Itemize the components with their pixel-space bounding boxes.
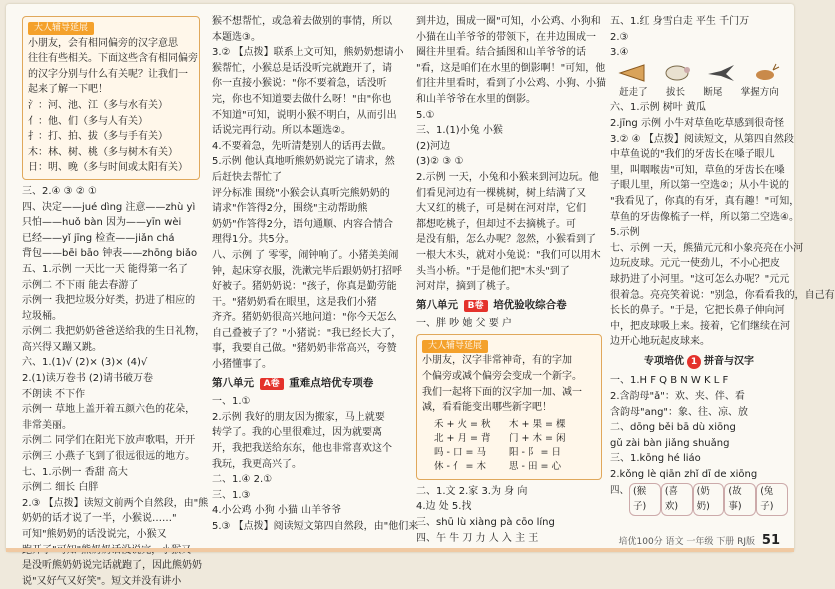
tutor-box-line: 我们一起将下面的汉字加一加、减一: [422, 386, 582, 398]
section-title: 拼音与汉字: [704, 355, 754, 367]
answer-line: 三、1.kōng hé liáo: [610, 453, 701, 465]
character-equation: 北 + 月 = 背: [434, 432, 491, 444]
tutor-box-line: 起来了解一下吧！: [28, 84, 108, 96]
unit-title: 重难点培优专项卷: [289, 376, 374, 389]
tutor-box-line: 的汉字分别与什么有关呢？让我们一: [28, 68, 188, 80]
tutor-box: [416, 334, 602, 480]
answer-line: 2.含韵母"ǎ"：欢、夹、伴、看: [610, 391, 745, 403]
page-footer: [619, 533, 781, 548]
answer-line: 示例一 草地上盖开着五颜六色的花朵，: [22, 404, 196, 416]
answer-line: 二、1.文 2.家 3.为 身 向: [416, 485, 528, 497]
answer-line: 3.② ④ 【点拨】阅读短文，从第四自然段: [610, 133, 794, 145]
answer-line: 和山羊爷爷在水里的倒影。: [416, 93, 536, 105]
answer-line: 话说完再行动。所以本题选②。: [212, 125, 351, 137]
answer-line: 背包——bēi bāo 钟表——zhōng biǎo: [22, 248, 198, 260]
answer-line: 不知道"可知，说明小猴不明白，从而引出: [212, 109, 397, 121]
character-equation: 门 + 木 = 闲: [509, 432, 566, 444]
answer-line: 5.示例 他认真地听熊奶奶说完了请求，然: [212, 156, 395, 168]
answer-line: 五、1.示例 一天比一天 能得第一名了: [22, 263, 188, 275]
answer-line: 小猫在山羊爷爷的带领下，在井边围成一: [416, 31, 596, 43]
answer-line: 开，我把我送给东东，他也非常喜欢这个: [212, 443, 392, 455]
answer-line: 4.边 处 5.找: [416, 501, 472, 513]
answer-line: 到井边，围成一圈"可知，小公鸡、小狗和: [416, 16, 601, 27]
picture-word: 赶走了: [619, 86, 648, 98]
column-2: [212, 14, 419, 532]
answer-line: 2.示例 我好的朋友因为搬家，马上就要: [212, 411, 385, 423]
character-equation: 禾 + 火 = 秋: [434, 418, 491, 430]
answer-line: 2.③ 【点拨】读短文前两个自然段，由"熊: [22, 497, 209, 509]
answer-line: 钟，起床穿衣服，洗漱完毕后跟奶奶打招呼: [212, 265, 402, 277]
answer-line: 猴不想帮忙，或急着去做别的事情，所以: [212, 16, 392, 27]
answer-line: 5.示例: [610, 227, 640, 239]
answer-line: 五、1.红 身雪白走 平生 千门万: [610, 16, 750, 27]
answer-line: 理得1分。共5分。: [212, 234, 295, 246]
column-4: [610, 14, 835, 530]
answer-line: 长长的鼻子。"于是，它把长鼻子伸向河: [610, 305, 785, 317]
answer-line: 示例一 我把垃圾分好类，扔进了相应的: [22, 295, 196, 307]
answer-line: 都想吃桃子，但却过不去摘桃子。可: [416, 218, 576, 230]
bracket-word: (兔子): [756, 483, 788, 516]
answer-line: 2.jīng 示例 小牛对草鱼吃草感到很奇怪: [610, 117, 785, 129]
unit-title: 培优验收综合卷: [493, 298, 567, 311]
answer-line: 六、1.(1)√ (2)× (3)× (4)√: [22, 357, 148, 369]
answer-line: "看，这是咱们在水里的倒影啊！"可知，他: [416, 62, 606, 74]
answer-line: 奶奶"作答得2分，语句通顺、内容合情合: [212, 218, 393, 230]
character-equation: 吗 - 口 = 马: [434, 446, 486, 458]
tutor-box-line: 个偏旁或减个偏旁会变成一个新字。: [422, 371, 582, 383]
answer-line: 事，我要自己做。"猪奶奶非常高兴，夸赞: [212, 343, 397, 355]
answer-line: 5.③ 【点拨】阅读短文第四自然段，由"他们来: [212, 521, 419, 532]
answer-line: 圈往井里看。结合插图和山羊爷爷的话: [416, 47, 586, 59]
tutor-box-line: 小朋友，汉字非常神奇，有的字加: [422, 355, 572, 367]
answer-line: 4.不要着急，先听清楚别人的话再去做。: [212, 140, 392, 152]
answer-line: 一、1.①: [212, 396, 251, 408]
answer-line: 四、决定——jué dìng 注意——zhù yì: [22, 201, 196, 213]
answer-line: 你一直接小猴说："你不要着急，话没听: [212, 78, 387, 90]
tutor-box-line: 木：林、树、桃（多与树木有关）: [28, 146, 178, 158]
bracket-words: [610, 483, 788, 516]
answer-line: 干。"猪奶奶看在眼里，这是我们小猪: [212, 296, 377, 308]
tutor-box-line: 减，看看能变出哪些新字吧！: [422, 402, 552, 414]
unit-heading: [212, 376, 400, 392]
answer-line: 球扔进了小河里。"这可怎么办呢？"元元: [610, 273, 790, 285]
answer-line: 三、1.③: [212, 489, 251, 501]
column-1: [22, 14, 209, 587]
answer-line: 请求"作答得2分，围绕"主动帮助熊: [212, 203, 368, 215]
character-equation: 阳 - 阝 = 日: [509, 446, 561, 458]
tutor-box-title: 大人辅导延展: [28, 22, 94, 35]
answer-line: 猴帮忙，小猴总是话没听完就跑开了，请: [212, 62, 392, 74]
trumpet-icon: [617, 62, 647, 84]
picture-words: [610, 85, 788, 101]
tutor-box-line: 往往有些相关。下面这些含有相同偏旁: [28, 53, 198, 65]
character-equation: 思 - 田 = 心: [509, 460, 561, 472]
answer-line: 是没有船，怎么办呢？忽然，小猴看到了: [416, 234, 596, 246]
bracket-prefix: 四、: [610, 484, 630, 496]
answer-line: 七、示例 一天，熊猫元元和小象亮亮在小河: [610, 242, 804, 254]
answer-line: 二、1.④ 2.①: [212, 474, 273, 486]
answer-line: 垃圾桶。: [22, 310, 62, 322]
answer-line: 四、午 牛 刀 力 人 入 主 王: [416, 532, 539, 544]
tutor-box-line: 氵：河、池、江（多与水有关）: [28, 99, 168, 111]
answer-line: 后赶快去帮忙了: [212, 171, 282, 183]
section-label: 专项培优: [644, 355, 684, 367]
answer-line: 好被子。猪奶奶说："孩子，你真是勤劳能: [212, 281, 397, 293]
sheep-icon: [662, 62, 692, 84]
answer-line: 一、胖 吵 她 父 要 户: [416, 318, 512, 330]
bracket-word: (故事): [724, 483, 756, 516]
picture-word: 断尾: [703, 86, 723, 98]
answer-line: 是没听熊奶奶说完话就跑了，因此熊奶奶: [22, 560, 202, 572]
picture-word: 拔长: [666, 86, 686, 98]
answer-line: 3.④: [610, 47, 629, 59]
picture-row: [610, 62, 788, 84]
tutor-box-line: 日：明、晚（多与时间或太阳有关）: [28, 162, 188, 174]
answer-line: 2.kǒng lè qiān zhǐ dī de xiōng: [610, 469, 758, 481]
answer-line: 转学了。我的心里很难过，因为就要离: [212, 427, 382, 439]
answer-line: 3.② 【点拨】联系上文可知，熊奶奶想请小: [212, 47, 404, 59]
answer-line: 草鱼的牙齿像梳子一样，所以第二空选④。: [610, 211, 799, 223]
answer-line: 头当小桥。"于是他们把"木头"到了: [416, 265, 570, 277]
answer-line: 三、1.(1)小兔 小猴: [416, 125, 503, 137]
tutor-box-line: 亻：他、们（多与人有关）: [28, 115, 148, 127]
answer-line: 示例二 不下雨 能去春游了: [22, 279, 139, 291]
answer-line: 奶奶的话才说了一半，小猴说……": [22, 513, 177, 525]
answer-line: 非常美丽。: [22, 419, 72, 431]
answer-line: 说"又好气又好笑"。短文并没有讲小: [22, 575, 182, 587]
section-number: 1: [687, 355, 701, 369]
answer-line: 不朗读 不下作: [22, 388, 86, 400]
answer-line: 们看见河边有一棵桃树，树上结满了又: [416, 187, 586, 199]
answer-line: 齐齐。猪奶奶很高兴地问道："你今天怎么: [212, 312, 397, 324]
answer-line: 七、1.示例一 香甜 高大: [22, 466, 128, 478]
section-heading: [610, 354, 788, 370]
answer-line: 二、dōng běi bā dù xiōng: [610, 422, 736, 434]
unit-heading: [416, 298, 602, 314]
answer-line: 们往井里看时，看到了小公鸡、小狗、小猫: [416, 78, 606, 90]
character-equation: 休 - 亻 = 木: [434, 460, 486, 472]
answer-line: 含韵母"ang"：象、往、凉、放: [610, 406, 749, 418]
picture-word: 掌握方向: [740, 86, 779, 98]
answer-line: 很着急。亮亮笑着说："别急，你看看我的，自己有: [610, 289, 835, 301]
answer-line: 示例二 细长 白胖: [22, 482, 99, 494]
answer-line: 自己叠被子了？"小猪说："我已经长大了，: [212, 327, 402, 339]
answer-line: 高兴得又蹦又跳。: [22, 341, 102, 353]
unit-badge: A卷: [260, 378, 284, 390]
unit-label: 第八单元: [416, 298, 458, 311]
answer-line: 三、2.④ ③ ② ①: [22, 185, 97, 197]
answer-line: 边玩皮球。元元一使劲儿，不小心把皮: [610, 258, 780, 270]
tutor-box-line: 小朋友，会有相同偏旁的汉字意思: [28, 37, 178, 49]
tutor-box-line: 扌：打、拍、拔（多与手有关）: [28, 131, 168, 143]
answer-page: [6, 4, 835, 587]
answer-line: 示例三 小燕子飞到了很远很远的地方。: [22, 451, 196, 463]
answer-line: 只怕——huǒ bàn 因为——yīn wèi: [22, 217, 182, 229]
column-3: [416, 14, 606, 544]
answer-line: 六、1.示例 树叶 黄瓜: [610, 102, 706, 114]
answer-line: 完，你也不知道要去做什么呀！"由"你也: [212, 93, 392, 105]
answer-line: 一根大木头，就对小兔说："我们可以用木: [416, 249, 601, 261]
answer-line: (2)河边: [416, 140, 451, 152]
answer-line: 八、示例 了 零零，闹钟响了。小猪美美闹: [212, 249, 399, 261]
bottom-strip: [6, 548, 794, 552]
answer-line: 我玩，我更高兴了。: [212, 458, 302, 470]
answer-line: 2.③: [610, 31, 629, 43]
page-number: 51: [761, 533, 780, 548]
unit-badge: B卷: [464, 300, 488, 312]
answer-line: 示例二 我把奶奶爸爸送给我的生日礼物，: [22, 326, 206, 338]
answer-line: 4.小公鸡 小狗 小猫 山羊爷爷: [212, 505, 342, 517]
answer-line: 一、1.H F Q B N W K L F: [610, 375, 729, 387]
tutor-box: [22, 16, 200, 180]
answer-line: 本题选③。: [212, 31, 261, 43]
answer-line: 2.(1)读万卷书 (2)请书破万卷: [22, 373, 154, 385]
answer-line: 河对岸，摘到了桃子。: [416, 281, 516, 293]
bracket-word: (喜欢): [661, 483, 693, 516]
tutor-box-title: 大人辅导延展: [422, 340, 488, 353]
answer-line: 子眼儿里，所以第一空选②；从小牛说的: [610, 180, 789, 192]
deer-icon: [751, 62, 781, 84]
bracket-word: (猴子): [629, 483, 661, 516]
footer-text: 培优100分 语文 一年级 下册 RJ版: [618, 537, 756, 547]
answer-line: 中，把皮球吸上来。接着，它们继续在河: [610, 320, 790, 332]
answer-line: 边开心地玩起皮球来。: [610, 336, 710, 348]
answer-line: "我看见了，你真的有牙，真有趣！"可知，: [610, 195, 800, 207]
answer-line: 小猪懂事了。: [212, 359, 272, 371]
answer-line: 中草鱼说的"我们的牙齿长在嗓子眼儿: [610, 149, 775, 161]
answer-line: 三、shū lù xiàng pà cōo líng: [416, 517, 555, 529]
answer-line: 里，叫咽喉齿"可知，草鱼的牙齿长在嗓: [610, 164, 785, 176]
bracket-word: (奶奶): [693, 483, 725, 516]
swallow-icon: [706, 62, 736, 84]
character-table: [434, 418, 584, 474]
unit-label: 第八单元: [212, 376, 254, 389]
answer-line: 大又红的桃子，可是树在河对岸，它们: [416, 203, 586, 215]
answer-line: 示例二 同学们在阳光下放声歌唱，开开: [22, 435, 196, 447]
answer-line: 5.①: [416, 109, 435, 121]
answer-line: 可知"熊奶奶的话没说完，小猴又: [22, 529, 167, 540]
character-equation: 木 + 果 = 棵: [509, 418, 566, 430]
answer-line: (3)② ③ ①: [416, 156, 464, 168]
answer-line: 已经——yǐ jīng 检查——jiǎn chá: [22, 232, 175, 244]
answer-line: 评分标准 围绕"小猴会认真听完熊奶奶的: [212, 187, 390, 199]
answer-line: 2.示例 一天，小兔和小猴来到河边玩。他: [416, 171, 599, 183]
answer-line: gǔ zài bàn jiǎng shuǎng: [610, 437, 730, 449]
